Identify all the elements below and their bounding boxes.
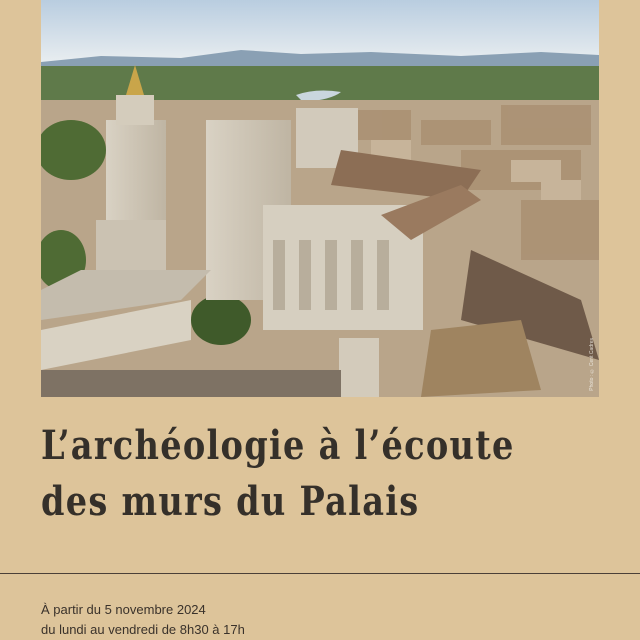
title-line-1: L’archéologie à l’écoute [41,422,515,469]
title-line-2: des murs du Palais [41,478,420,525]
event-info [41,600,245,640]
photo-credit: Photo : © Cent Cadres [589,338,595,391]
aerial-photo [41,0,599,397]
divider [0,573,640,574]
opening-hours: du lundi au vendredi de 8h30 à 17h [41,622,245,637]
poster-title [41,418,528,530]
start-date: À partir du 5 novembre 2024 [41,602,206,617]
